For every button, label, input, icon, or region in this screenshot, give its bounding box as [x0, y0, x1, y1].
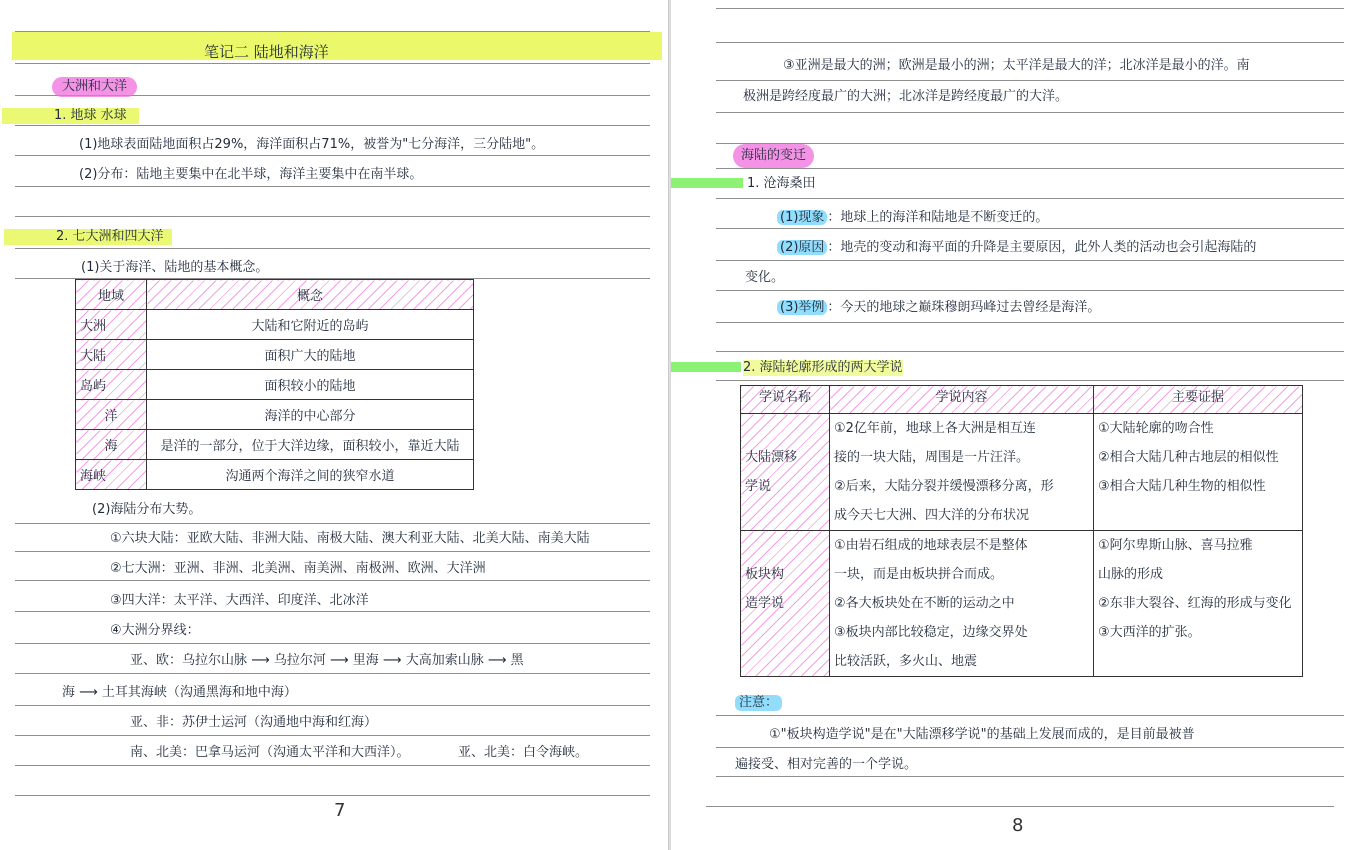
notebook-page-left [0, 0, 668, 850]
note-line: 遍接受、相对完善的一个学说。 [735, 757, 918, 772]
evidence-line: ①阿尔卑斯山脉、喜马拉雅 [1098, 538, 1253, 553]
text-phenomenon: ：地球上的海洋和陆地是不断变迁的。 [827, 210, 1049, 225]
content-line: ③板块内部比较稳定，边缘交界处 [834, 625, 1028, 640]
title-highlight [12, 32, 662, 60]
label-example: (3)举例 [777, 300, 827, 315]
table-cell-definition: 是洋的一部分，位于大洋边缘，面积较小，靠近大陆 [147, 430, 474, 460]
theory-evidence-cell [1094, 414, 1303, 531]
evidence-line: ③大西洋的扩张。 [1098, 625, 1201, 640]
green-highlight [671, 362, 741, 372]
intro-basic-concepts: (1)关于海洋、陆地的基本概念。 [81, 260, 269, 275]
heading-sea-land-change: 1. 沧海桑田 [747, 176, 816, 191]
theory-content-cell [830, 531, 1094, 677]
theory-name: 板块构 [745, 567, 785, 582]
table-row [76, 460, 474, 490]
theory-name: 大陆漂移 [745, 450, 798, 465]
evidence-line: ①大陆轮廓的吻合性 [1098, 421, 1214, 436]
page-number: 8 [1012, 815, 1024, 836]
theories-table [740, 385, 1303, 677]
list-item: ①六块大陆：亚欧大陆、非洲大陆、南极大陆、澳大利亚大陆、北美大陆、南美大陆 [110, 531, 590, 546]
table-cell-term: 洋 [76, 400, 147, 430]
para-land-ocean-ratio: (1)地球表面陆地面积占29%，海洋面积占71%，被誉为"七分海洋，三分陆地"。 [79, 137, 545, 152]
list-item: ②七大洲：亚洲、非洲、北美洲、南美洲、南极洲、欧洲、大洋洲 [110, 561, 486, 576]
boundary-line: 亚、欧：乌拉尔山脉 ⟶ 乌拉尔河 ⟶ 里海 ⟶ 大高加索山脉 ⟶ 黑 [130, 653, 524, 668]
content-line: ②后来，大陆分裂并缓慢漂移分离，形 [834, 479, 1054, 494]
green-highlight [671, 178, 743, 188]
text-cause: ：地壳的变动和海平面的升降是主要原因，此外人类的活动也会引起海陆的 [827, 240, 1257, 255]
content-line: 成今天七大洲、四大洋的分布状况 [834, 508, 1030, 523]
table-cell-definition: 大陆和它附近的岛屿 [147, 310, 474, 340]
para-distribution: (2)分布：陆地主要集中在北半球，海洋主要集中在南半球。 [79, 167, 423, 182]
phenomenon-line [777, 210, 1048, 226]
table-row [76, 310, 474, 340]
table-row [76, 430, 474, 460]
boundary-line: 南、北美：巴拿马运河（沟通太平洋和大西洋）。 [130, 745, 410, 760]
evidence-line: ②东非大裂谷、红海的形成与变化 [1098, 596, 1292, 611]
heading-two-theories: 2. 海陆轮廓形成的两大学说 [743, 360, 903, 375]
table-cell-term: 海 [76, 430, 147, 460]
content-line: ①2亿年前，地球上各大洲是相互连 [834, 421, 1036, 436]
table-cell-definition: 面积较小的陆地 [147, 370, 474, 400]
table-row [741, 414, 1303, 531]
evidence-line: 山脉的形成 [1098, 567, 1164, 582]
table-cell-term: 岛屿 [76, 370, 147, 400]
content-line: 接的一块大陆，周围是一片汪洋。 [834, 450, 1030, 465]
table-header: 学说内容 [830, 386, 1094, 414]
table-header: 主要证据 [1094, 386, 1303, 414]
table-cell-term: 大陆 [76, 340, 147, 370]
table-row [741, 531, 1303, 677]
boundary-line: 亚、北美：白令海峡。 [458, 745, 589, 760]
content-line: ②各大板块处在不断的运动之中 [834, 596, 1015, 611]
theory-name-cell [741, 531, 830, 677]
section-tag-sea-land-change: 海陆的变迁 [733, 144, 814, 168]
label-phenomenon: (1)现象 [777, 210, 827, 225]
cause-continued: 变化。 [745, 270, 785, 285]
theory-content-cell [830, 414, 1094, 531]
table-row [76, 400, 474, 430]
heading-continents-oceans: 2. 七大洲和四大洋 [4, 229, 172, 245]
theory-name: 造学说 [745, 596, 785, 611]
theory-name-cell [741, 414, 830, 531]
evidence-line: ③相合大陆几种生物的相似性 [1098, 479, 1266, 494]
concept-table [75, 279, 474, 490]
table-header: 学说名称 [741, 386, 830, 414]
table-header: 地域 [76, 280, 147, 310]
text-example: ：今天的地球之巅珠穆朗玛峰过去曾经是海洋。 [827, 300, 1101, 315]
example-line [777, 300, 1100, 316]
cause-line [777, 240, 1256, 256]
page-title: 笔记二 陆地和海洋 [204, 43, 329, 61]
notebook-page-right [671, 0, 1351, 850]
note-line: ①"板块构造学说"是在"大陆漂移学说"的基础上发展而成的，是目前最被普 [769, 727, 1195, 742]
table-cell-definition: 海洋的中心部分 [147, 400, 474, 430]
section-tag-continents: 大洲和大洋 [52, 77, 137, 97]
page-number: 7 [334, 800, 346, 821]
boundary-line: 海 ⟶ 土耳其海峡（沟通黑海和地中海） [62, 685, 297, 700]
table-cell-term: 海峡 [76, 460, 147, 490]
list-item: ③四大洋：太平洋、大西洋、印度洋、北冰洋 [110, 593, 369, 608]
theory-evidence-cell [1094, 531, 1303, 677]
note-tag: 注意： [735, 695, 782, 711]
content-line: ①由岩石组成的地球表层不是整体 [834, 538, 1028, 553]
content-line: 一块，而是由板块拼合而成。 [834, 567, 1004, 582]
boundary-line: 亚、非：苏伊士运河（沟通地中海和红海） [130, 715, 378, 730]
table-cell-definition: 沟通两个海洋之间的狭窄水道 [147, 460, 474, 490]
heading-earth-water: 1. 地球 水球 [2, 108, 139, 124]
para-largest-smallest-1: ③亚洲是最大的洲；欧洲是最小的洲；太平洋是最大的洋；北冰洋是最小的洋。南 [783, 58, 1250, 73]
table-row [76, 340, 474, 370]
table-row [76, 370, 474, 400]
para-largest-smallest-2: 极洲是跨经度最广的大洲；北冰洋是跨经度最广的大洋。 [743, 89, 1069, 104]
table-cell-definition: 面积广大的陆地 [147, 340, 474, 370]
heading-distribution-trend: (2)海陆分布大势。 [92, 502, 202, 517]
list-item: ④大洲分界线： [110, 623, 200, 638]
evidence-line: ②相合大陆几种古地层的相似性 [1098, 450, 1279, 465]
table-cell-term: 大洲 [76, 310, 147, 340]
table-header: 概念 [147, 280, 474, 310]
label-cause: (2)原因 [777, 240, 827, 255]
theory-name: 学说 [745, 479, 772, 494]
content-line: 比较活跃，多火山、地震 [834, 654, 978, 669]
